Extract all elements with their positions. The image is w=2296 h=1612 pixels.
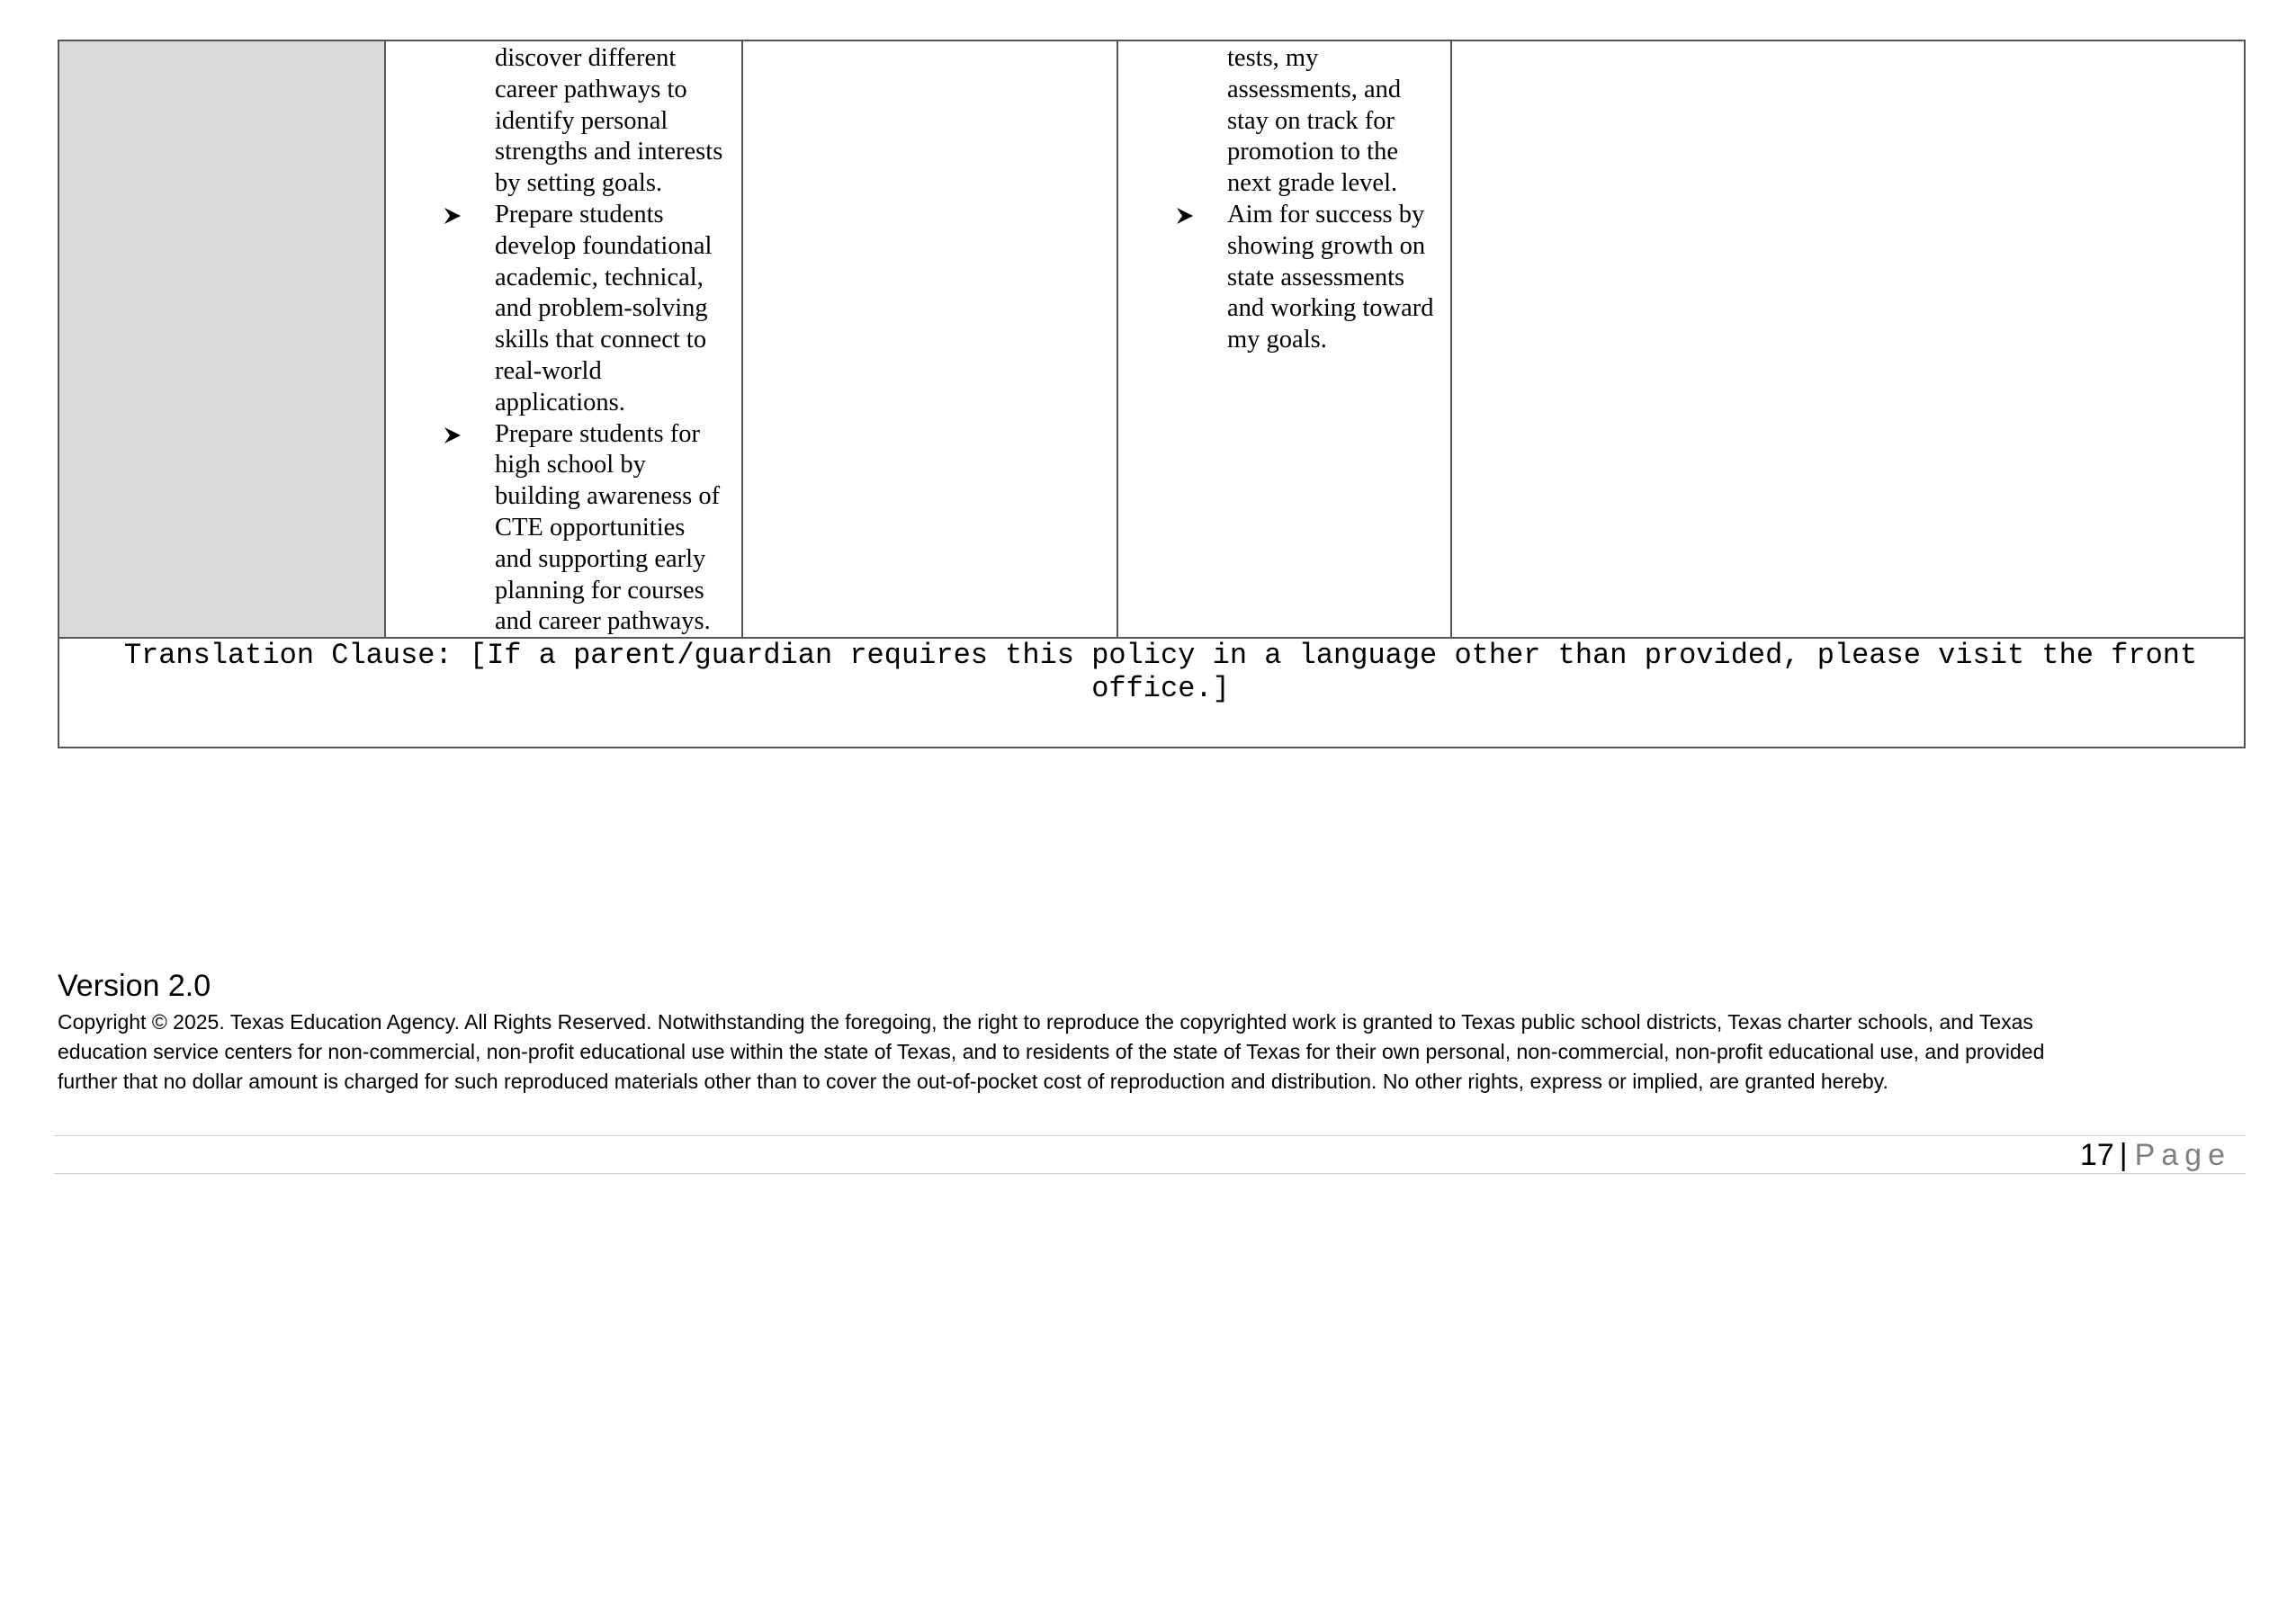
list-item xyxy=(1118,137,1450,168)
list-item xyxy=(386,168,741,200)
copyright-line: further that no dollar amount is charged for such reproduced materials other than to cover the out-of-pocket cost of reproduction and distribution. No other rights, express or implied, are granted hereby. xyxy=(58,1070,1888,1093)
list-item-text: identify personal xyxy=(495,106,668,135)
list-item xyxy=(386,481,741,513)
goals-list xyxy=(1118,43,1450,356)
list-item-text: building awareness of xyxy=(495,482,721,511)
list-item xyxy=(386,293,741,325)
list-item-text: my goals. xyxy=(1227,326,1327,354)
list-item xyxy=(386,137,741,168)
list-item xyxy=(386,544,741,576)
list-item xyxy=(386,75,741,106)
list-item-text: and career pathways. xyxy=(495,607,711,636)
list-item-text: stay on track for xyxy=(1227,106,1395,135)
list-item-text: Prepare students for xyxy=(495,419,700,448)
footer-divider xyxy=(54,1173,2246,1174)
list-item xyxy=(386,356,741,388)
list-item xyxy=(1118,293,1450,325)
list-item xyxy=(1118,168,1450,200)
list-item xyxy=(386,43,741,75)
list-item-text: applications. xyxy=(495,388,625,416)
list-item xyxy=(1118,200,1450,231)
footer-divider xyxy=(54,1135,2246,1136)
list-item-text: academic, technical, xyxy=(495,263,704,291)
page-number-separator: | xyxy=(2119,1138,2128,1172)
list-item-text: Prepare students xyxy=(495,200,664,228)
list-item-text: next grade level. xyxy=(1227,169,1398,198)
list-item xyxy=(386,200,741,231)
list-item xyxy=(1118,263,1450,294)
list-item-text: state assessments xyxy=(1227,263,1405,291)
list-item-text: planning for courses xyxy=(495,576,704,604)
table-cell-empty xyxy=(1452,41,2244,637)
list-item-text: assessments, and xyxy=(1227,75,1402,103)
list-item-text: strengths and interests xyxy=(495,138,723,166)
translation-clause: Translation Clause: [If a parent/guardian requires this policy in a language other than provided, please visit the front office.] xyxy=(123,639,2198,705)
strategies-list xyxy=(386,43,741,638)
list-item xyxy=(386,606,741,638)
version-label: Version 2.0 xyxy=(58,969,211,1003)
list-item xyxy=(386,388,741,419)
list-item-text: promotion to the xyxy=(1227,138,1398,166)
arrowhead-bullet-icon xyxy=(444,426,462,444)
page-label: Page xyxy=(2134,1138,2231,1172)
page-number xyxy=(2080,1137,2231,1173)
list-item-text: and problem-solving xyxy=(495,294,708,323)
list-item-text: real-world xyxy=(495,356,602,385)
table-cell-strategies xyxy=(386,41,743,637)
list-item xyxy=(386,325,741,356)
list-item xyxy=(386,576,741,607)
list-item-text: Aim for success by xyxy=(1227,200,1425,228)
copyright-notice xyxy=(58,1008,2253,1097)
list-item xyxy=(1118,75,1450,106)
list-item-text: by setting goals. xyxy=(495,169,663,198)
table-cell-empty xyxy=(743,41,1118,637)
table-cell-shaded xyxy=(59,41,386,637)
translation-clause-row xyxy=(59,639,2244,747)
list-item xyxy=(1118,106,1450,138)
page-number-value: 17 xyxy=(2079,1138,2114,1172)
list-item xyxy=(386,419,741,451)
policy-table xyxy=(58,40,2246,748)
list-item-text: discover different xyxy=(495,44,677,72)
list-item-text: career pathways to xyxy=(495,75,687,103)
list-item-text: and supporting early xyxy=(495,544,706,573)
list-item xyxy=(1118,325,1450,356)
list-item-text: and working toward xyxy=(1227,294,1434,323)
list-item xyxy=(386,106,741,138)
list-item-text: CTE opportunities xyxy=(495,513,686,542)
list-item xyxy=(386,450,741,481)
list-item xyxy=(386,263,741,294)
list-item-text: tests, my xyxy=(1227,44,1319,72)
table-cell-goals xyxy=(1118,41,1452,637)
list-item xyxy=(1118,231,1450,263)
list-item xyxy=(386,231,741,263)
copyright-line: education service centers for non-commercial, non-profit educational use within the state of Texas, and to residents of the state of Texas for their own personal, non-commercial, non-profit educational use, and provided xyxy=(58,1040,2045,1063)
list-item-text: high school by xyxy=(495,451,646,479)
copyright-line: Copyright © 2025. Texas Education Agency. All Rights Reserved. Notwithstanding the foregoing, the right to reproduce the copyrighted work is granted to Texas public school districts, Texas charter schools, and Texas xyxy=(58,1010,2033,1034)
arrowhead-bullet-icon xyxy=(1176,207,1194,225)
list-item-text: develop foundational xyxy=(495,231,713,260)
table-row xyxy=(59,41,2244,639)
list-item-text: skills that connect to xyxy=(495,326,707,354)
list-item xyxy=(386,513,741,544)
arrowhead-bullet-icon xyxy=(444,207,462,225)
list-item-text: showing growth on xyxy=(1227,231,1426,260)
list-item xyxy=(1118,43,1450,75)
